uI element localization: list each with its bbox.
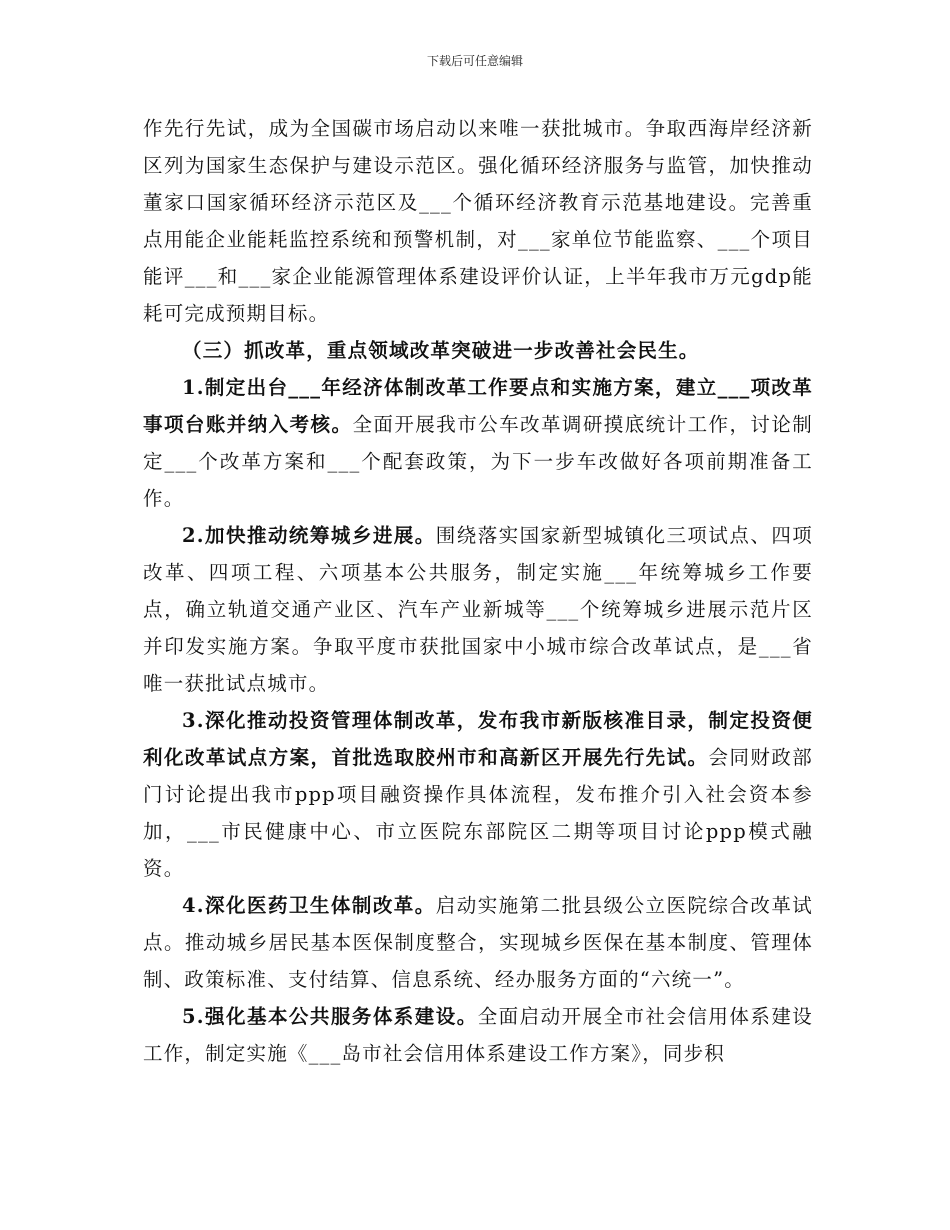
page-header: 下载后可任意编辑 xyxy=(426,54,523,68)
item-2-title: 2.加快推动统筹城乡进展。 xyxy=(182,524,436,547)
item-5-text: 全面启动开展全市社会信用体系建设工作，制定实施《___岛市社会信用体系建设工作方案》，同步积 xyxy=(143,1005,814,1065)
item-1-text: 全面开展我市公车改革调研摸底统计工作，讨论制定___个改革方案和___个配套政策，为下一步车改做好各项前期准备工作。 xyxy=(143,413,813,510)
item-2-text: 围绕落实国家新型城镇化三项试点、四项改革、四项工程、六项基本公共服务，制定实施___年统筹城乡工作要点，确立轨道交通产业区、汽车产业新城等___个统筹城乡进展示范片区并印发实施方案。争取平度市获批国家中小城市综合改革试点，是___省唯一获批试点城市。 xyxy=(143,524,813,695)
item-1 xyxy=(143,369,813,517)
item-3 xyxy=(143,702,813,887)
item-1-title: 1.制定出台___年经济体制改革工作要点和实施方案，建立___项改革事项台账并纳入考核。 xyxy=(143,376,813,436)
item-3-title: 3.深化推动投资管理体制改革，发布我市新版核准目录，制定投资便利化改革试点方案，首批选取胶州市和高新区开展先行先试。 xyxy=(143,709,813,769)
document-body xyxy=(143,110,813,1072)
item-5-title: 5.强化基本公共服务体系建设。 xyxy=(182,1005,478,1028)
item-5 xyxy=(143,998,813,1072)
intro-paragraph: 作先行先试，成为全国碳市场启动以来唯一获批城市。争取西海岸经济新区列为国家生态保护与建设示范区。强化循环经济服务与监管，加快推动董家口国家循环经济示范区及___个循环经济教育示范基地建设。完善重点用能企业能耗监控系统和预警机制，对___家单位节能监察、___个项目能评___和___家企业能源管理体系建设评价认证，上半年我市万元gdp能耗可完成预期目标。 xyxy=(143,117,813,325)
item-4 xyxy=(143,887,813,998)
item-2 xyxy=(143,517,813,702)
item-3-text: 会同财政部门讨论提出我市ppp项目融资操作具体流程，发布推介引入社会资本参加，___市民健康中心、市立医院东部院区二期等项目讨论ppp模式融资。 xyxy=(143,746,813,880)
item-4-title: 4.深化医药卫生体制改革。 xyxy=(182,894,436,917)
item-4-text: 启动实施第二批县级公立医院综合改革试点。推动城乡居民基本医保制度整合，实现城乡医保在基本制度、管理体制、政策标准、支付结算、信息系统、经办服务方面的“六统一”。 xyxy=(143,894,813,991)
section-heading: （三）抓改革，重点领域改革突破进一步改善社会民生。 xyxy=(182,339,700,362)
